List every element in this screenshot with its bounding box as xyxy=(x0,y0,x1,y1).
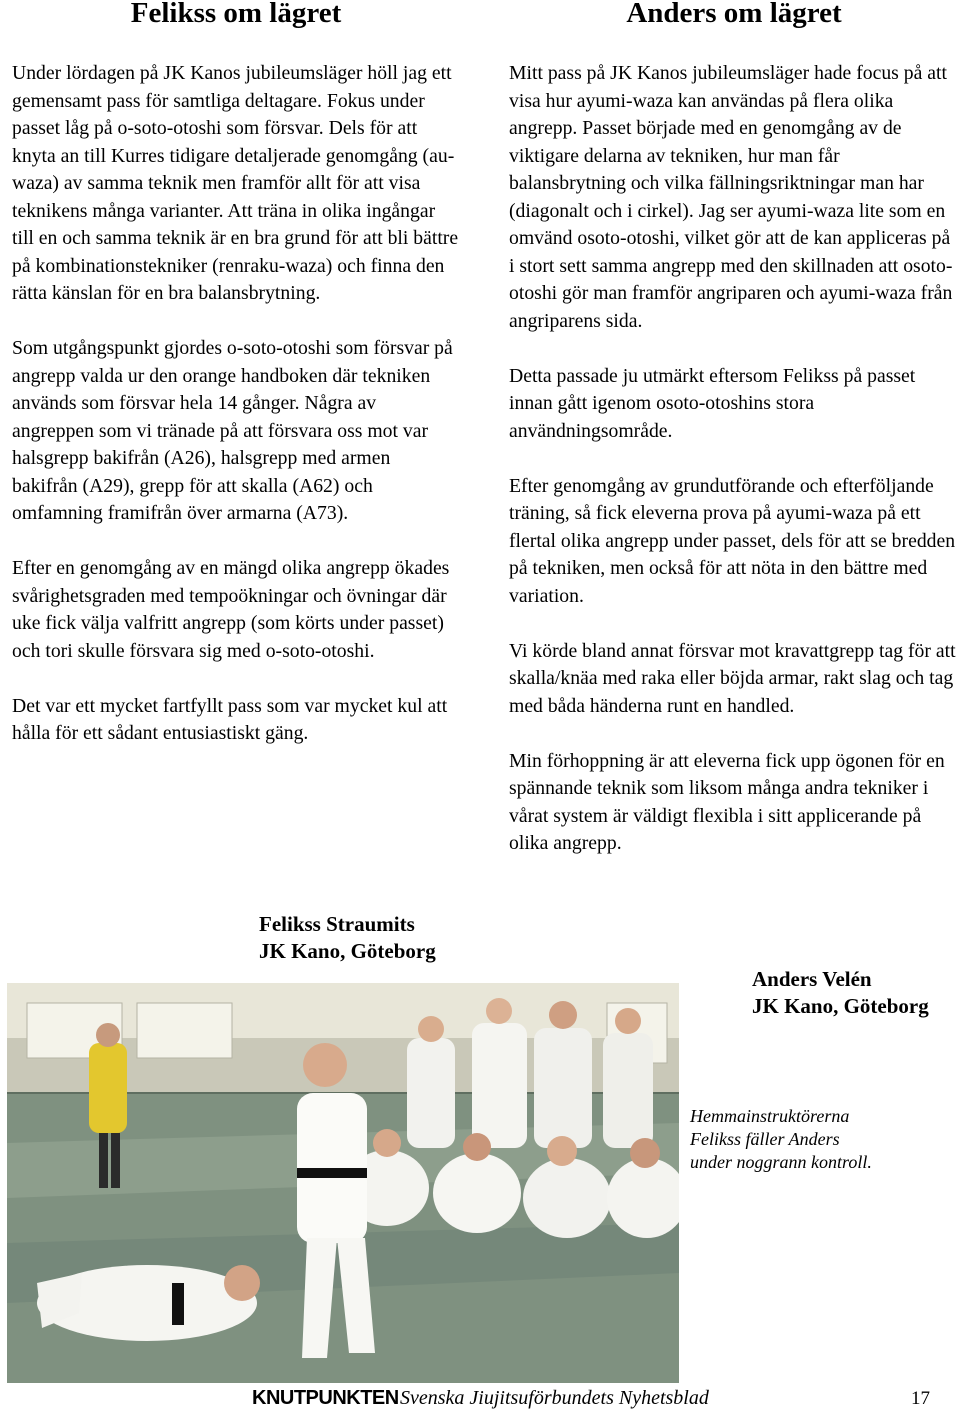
right-paragraph-4: Vi körde bland annat försvar mot kravattgrepp tag för att skalla/knäa med raka eller böjda armar, rakt slag och tag med båda händerna runt en handled. xyxy=(509,639,956,717)
left-signature-club: JK Kano, Göteborg xyxy=(259,939,436,963)
caption-line-2: Felikss fäller Anders xyxy=(690,1129,840,1149)
page-number: 17 xyxy=(911,1388,930,1409)
caption-line-1: Hemmainstruktörerna xyxy=(690,1106,850,1126)
left-article xyxy=(12,60,460,775)
right-signature-name: Anders Velén xyxy=(752,967,872,991)
left-paragraph-4: Det var ett mycket fartfyllt pass som var mycket kul att hålla för ett sådant entusiastiskt gäng. xyxy=(12,694,448,744)
caption-line-3: under noggrann kontroll. xyxy=(690,1152,872,1172)
right-paragraph-5: Min förhoppning är att eleverna fick upp ögonen för en spännande teknik som liksom många andra tekniker i vårat system är väldigt flexibla i sitt applicerande på olika angrepp. xyxy=(509,749,945,854)
left-signature-name: Felikss Straumits xyxy=(259,912,415,936)
right-signature xyxy=(752,966,929,1020)
footer-brand: KNUTPUNKTEN xyxy=(252,1387,399,1409)
footer-subtitle: Svenska Jiujitsuförbundets Nyhetsblad xyxy=(400,1387,709,1409)
training-photo-illustration xyxy=(7,983,679,1383)
training-photo xyxy=(7,983,679,1383)
right-article xyxy=(509,60,959,885)
page-footer xyxy=(0,1386,960,1411)
right-paragraph-3: Efter genomgång av grundutförande och efterföljande träning, så fick eleverna prova på ayumi-waza på ett flertal olika angrepp under passet, dels för att se bredden på tekniken, men också för att nöta in den bättre med variation. xyxy=(509,474,956,607)
left-signature xyxy=(259,911,436,965)
left-paragraph-2: Som utgångspunkt gjordes o-soto-otoshi som försvar på angrepp valda ur den orange handboken där tekniken används som försvar hela 14 gånger. Några av angreppen som vi tränade på att försvara oss mot var halsgrepp bakifrån (A26), halsgrepp med armen bakifrån (A29), grepp för att skalla (A62) och omfamning framifrån över armarna (A73). xyxy=(12,337,453,524)
right-column-title: Anders om lägret xyxy=(626,0,842,29)
left-paragraph-3: Efter en genomgång av en mängd olika angrepp ökades svårighetsgraden med tempoökningar och övningar där uke fick välja valfritt angrepp (som körts under passet) och tori skulle försvara sig med o-soto-otoshi. xyxy=(12,557,450,662)
left-paragraph-1: Under lördagen på JK Kanos jubileumsläger höll jag ett gemensamt pass för samtliga deltagare. Fokus under passet låg på o-soto-otoshi som försvar. Dels för att knyta an till Kurres tidigare detaljerade genomgång (au-waza) av samma teknik men framför allt för att visa teknikens många varianter. Att träna in olika ingångar till en och samma teknik är en bra grund för att bli bättre på kombinationstekniker (renraku-waza) och finna den rätta känslan för en bra balansbrytning. xyxy=(12,62,459,304)
right-paragraph-2: Detta passade ju utmärkt eftersom Felikss på passet innan gått igenom osoto-otoshins stora användningsområde. xyxy=(509,364,916,442)
right-paragraph-1: Mitt pass på JK Kanos jubileumsläger hade focus på att visa hur ayumi-waza kan användas på flera olika angrepp. Passet började med en genomgång av de viktigare delarna av tekniken, hur man får balansbrytning och vilka fällningsriktningar man har (diagonalt och i cirkel). Jag ser ayumi-waza lite som en omvänd osoto-otoshi, vilket gör att de kan appliceras på i stort sett samma angrepp med den skillnaden att osoto-otoshi gör man framför angriparen och ayumi-waza från angriparens sida. xyxy=(509,62,953,332)
right-signature-club: JK Kano, Göteborg xyxy=(752,994,929,1018)
left-column-title: Felikss om lägret xyxy=(130,0,342,29)
photo-caption xyxy=(690,1105,950,1174)
